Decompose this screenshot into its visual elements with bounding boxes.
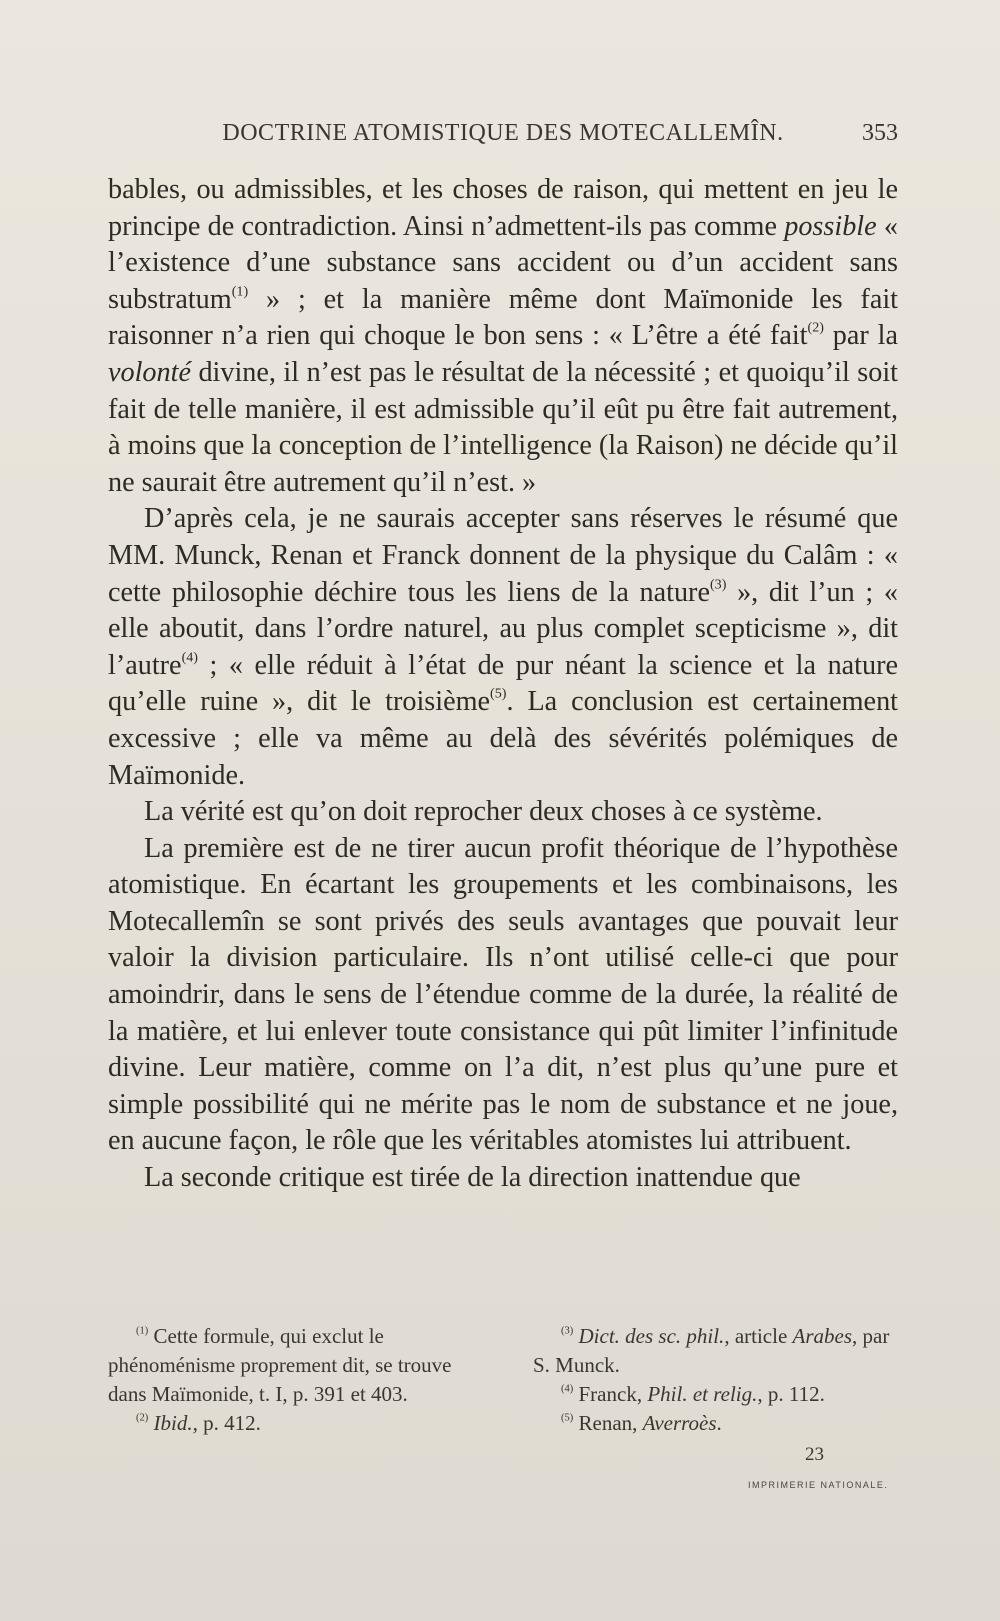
footnote-4: $^{(4)}$ Franck, Phil. et relig., p. 112.	[561, 1382, 825, 1406]
signature-mark: 23	[805, 1444, 824, 1465]
body-text	[108, 172, 898, 1197]
footnote-5: $^{(5)}$ Renan, Averroès.	[561, 1411, 722, 1435]
footnote-ref-2[interactable]: (2)	[807, 319, 824, 336]
footnote-ref-5[interactable]: (5)	[490, 685, 507, 702]
paragraph-5: La seconde critique est tirée de la direction inattendue que	[144, 1162, 801, 1194]
footnote-ref-1[interactable]: (1)	[231, 283, 249, 300]
paragraph-3: La vérité est qu’on doit reprocher deux choses à ce système.	[144, 796, 823, 828]
footnote-ref-3[interactable]: (3)	[709, 575, 727, 592]
footnote-ref-4[interactable]: (4)	[181, 649, 198, 666]
footnote-2: $^{(2)}$ Ibid., p. 412.	[136, 1411, 261, 1435]
running-head: DOCTRINE ATOMISTIQUE DES MOTECALLEMÎN.	[222, 120, 784, 146]
page-header	[108, 120, 898, 156]
paragraph-2: D’après cela, je ne saurais accepter sans réserves le résumé que MM. Munck, Renan et Franck donnent de la physique du Calâm : « cette philosophie déchire tous les liens de la nature$^{(3)}$ », dit l’un ; « elle aboutit, dans l’ordre naturel, au plus complet scepticisme », dit l’autre$^{(4)}$ ; « elle réduit à l’état de pur néant la science et la nature qu’elle ruine », dit le troisième$^{(5)}$. La conclusion est certainement excessive ; elle va même au delà des sévérités polémiques de Maïmonide.	[108, 503, 898, 791]
paragraph-4: La première est de ne tirer aucun profit théorique de l’hypothèse atomistique. En écartant les groupements et les combinaisons, les Motecallemîn se sont privés des seuls avantages que pouvait leur valoir la division particulaire. Ils n’ont utilisé celle-ci que pour amoindrir, dans le sens de l’étendue comme de la durée, la réalité de la matière, et lui enlever toute consistance qui pût limiter l’infinitude divine. Leur matière, comme on l’a dit, n’est plus qu’une pure et simple possibilité qui ne mérite pas le nom de substance et ne joue, en aucune façon, le rôle que les véritables atomistes lui attribuent.	[108, 832, 898, 1157]
footnotes-left-column	[108, 1322, 488, 1438]
footnote-1: $^{(1)}$ Cette formule, qui exclut le phénoménisme proprement dit, se trouve dans Maïmonide, t. I, p. 391 et 403.	[108, 1324, 452, 1406]
paragraph-1: bables, ou admissibles, et les choses de raison, qui mettent en jeu le principe de contradiction. Ainsi n’admettent-ils pas comme possible « l’existence d’une substance sans accident ou d’un accident sans substratum$^{(1)}$ » ; et la manière même dont Maïmonide les fait raisonner n’a rien qui choque le bon sens : « L’être a été fait$^{(2)}$ par la volonté divine, il n’est pas le résultat de la nécessité ; et quoiqu’il soit fait de telle manière, il est admissible qu’il eût pu être fait autrement, à moins que la conception de l’intelligence (la Raison) ne décide qu’il ne saurait être autrement qu’il n’est. »	[108, 174, 898, 498]
footnote-3: $^{(3)}$ Dict. des sc. phil., article Arabes, par S. Munck.	[533, 1324, 890, 1377]
imprint-line: IMPRIMERIE NATIONALE.	[748, 1480, 889, 1490]
page-number: 353	[862, 120, 898, 146]
footnotes-right-column	[533, 1322, 898, 1438]
